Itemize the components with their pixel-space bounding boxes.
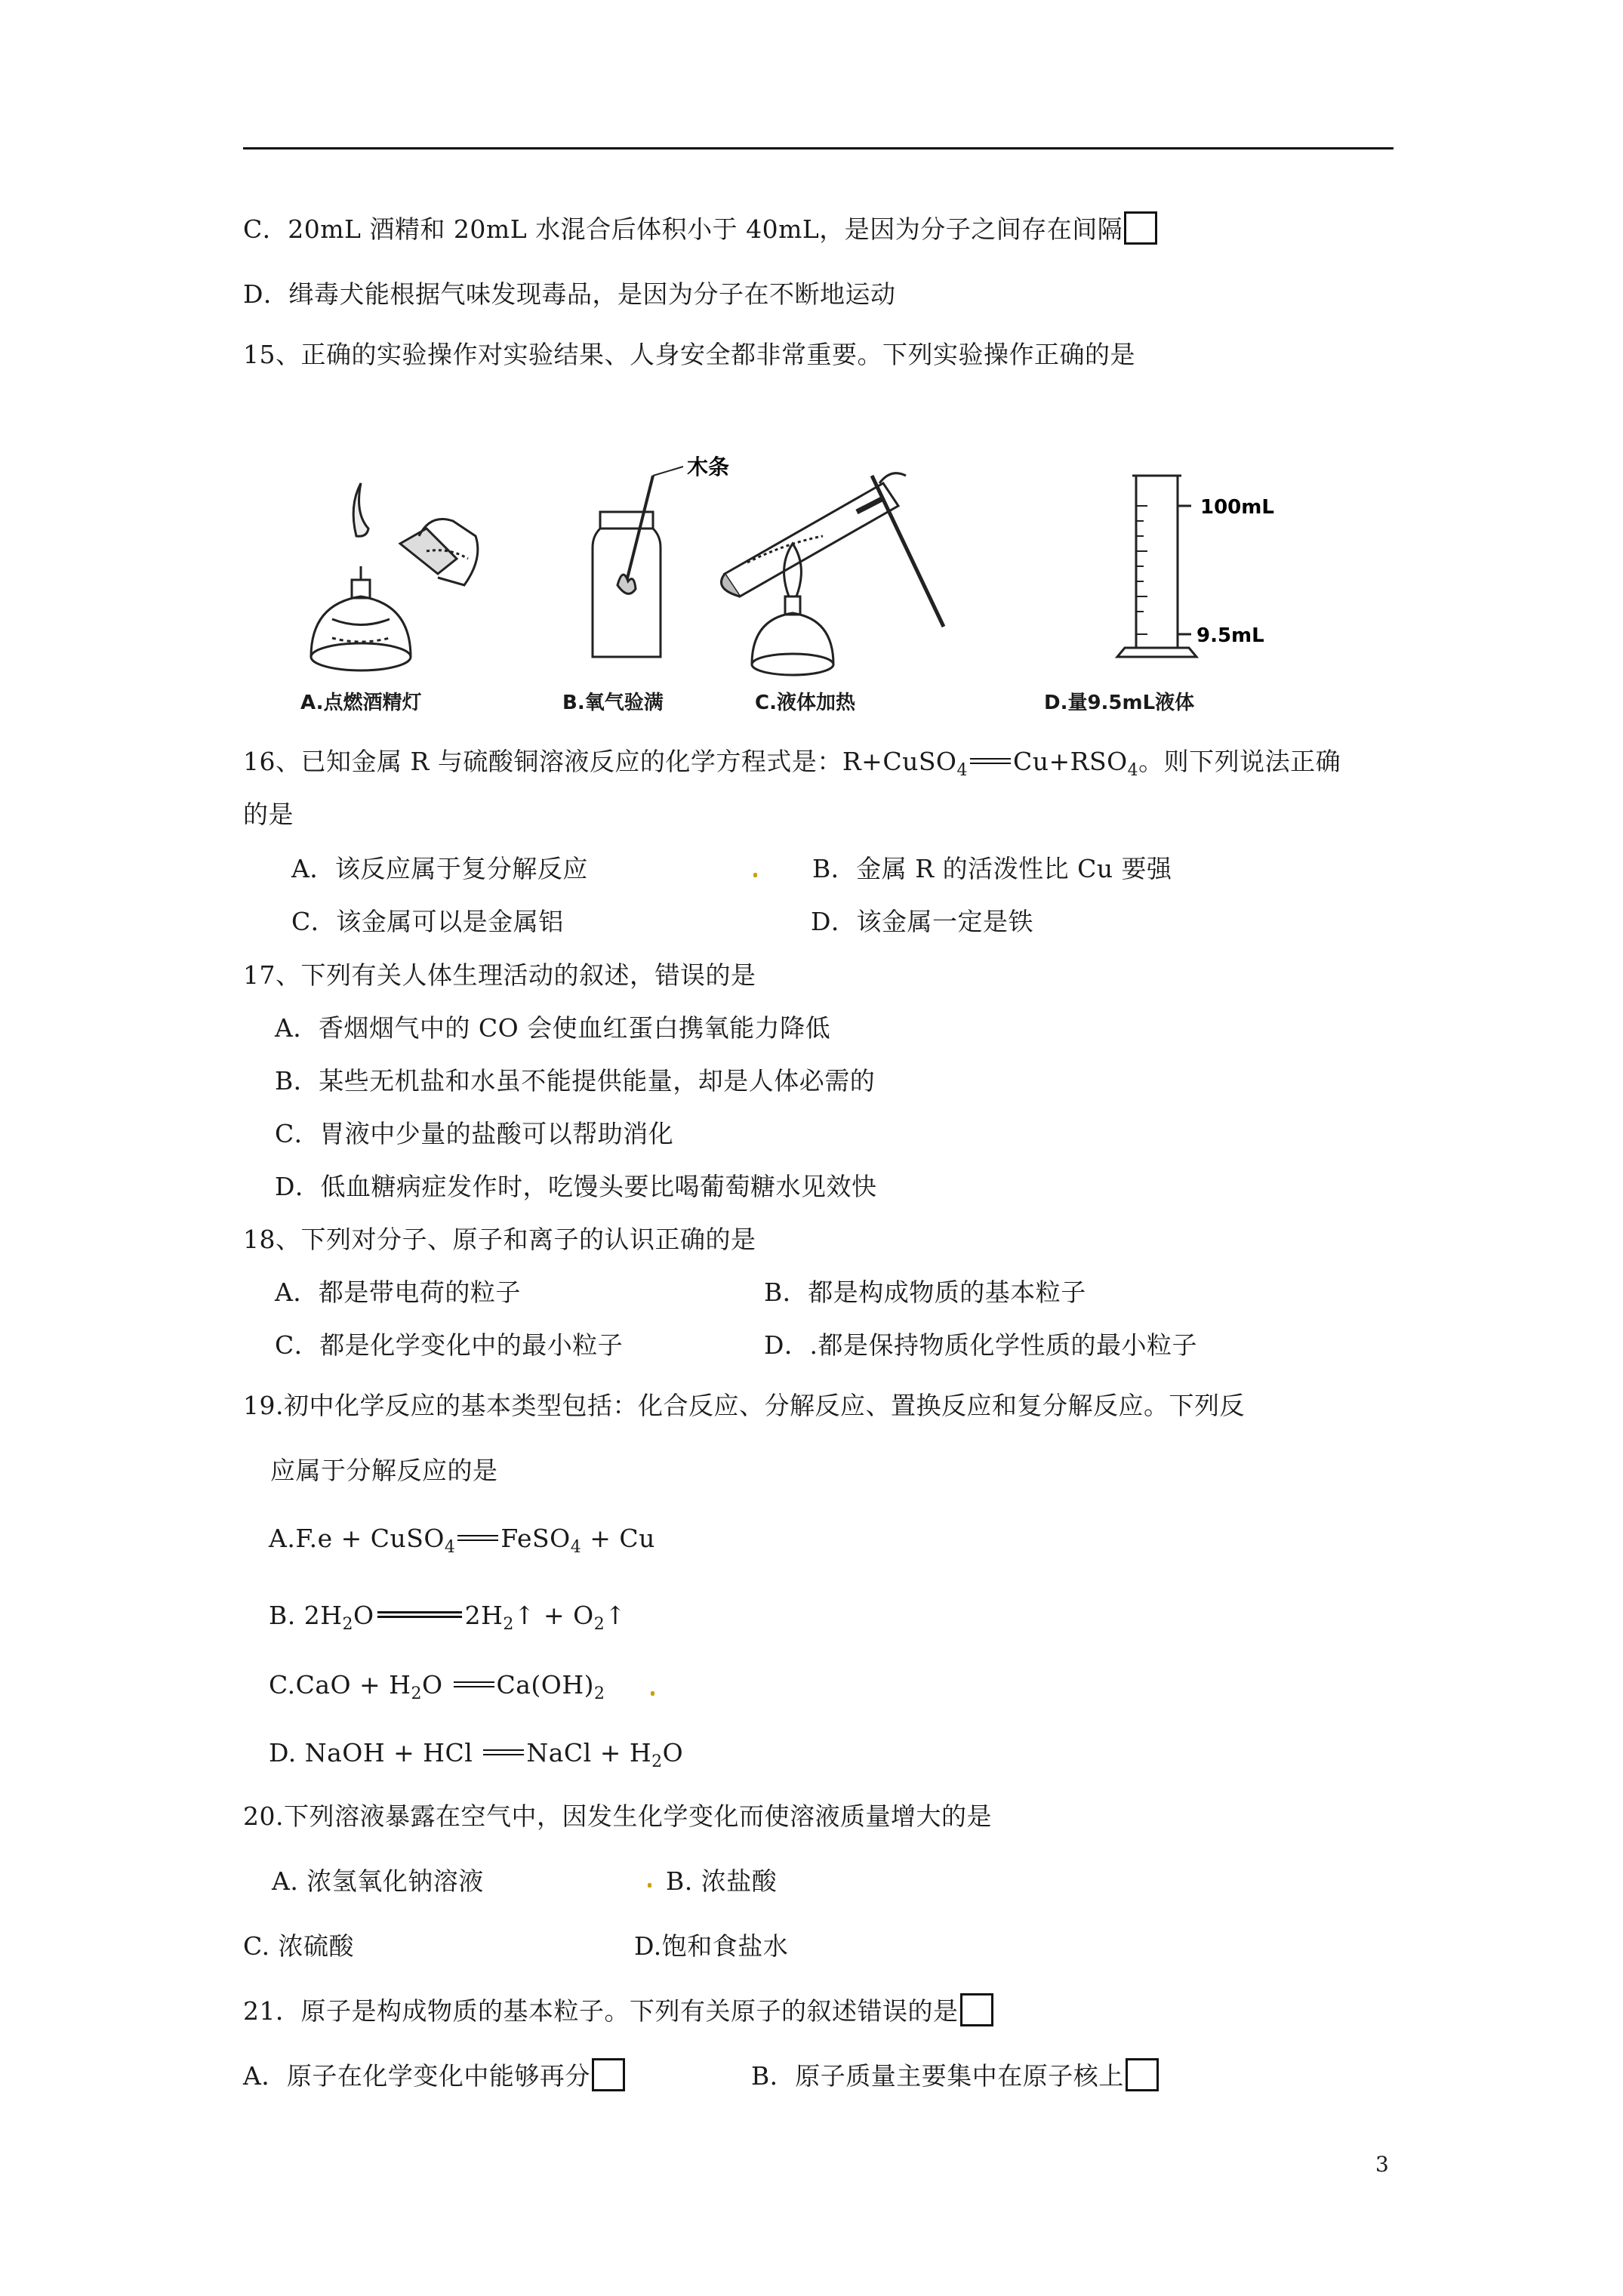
q14-option-c: C．20mL 酒精和 20mL 水混合后体积小于 40mL，是因为分子之间存在间隔 — [243, 211, 1157, 246]
caption-d: D.量9.5mL液体 — [1044, 692, 1195, 714]
q16-option-a: A．该反应属于复分解反应 — [291, 854, 588, 883]
answer-box[interactable] — [960, 1993, 993, 2026]
q17-option-b: B．某些无机盐和水虽不能提供能量，却是人体必需的 — [275, 1066, 876, 1096]
oxygen-test-bottle — [593, 467, 683, 657]
q17-option-d: D．低血糖病症发作时，吃馒头要比喝葡萄糖水见效快 — [275, 1172, 877, 1201]
caption-c: C.液体加热 — [755, 692, 855, 714]
cylinder-bottom-mark: 9.5mL — [1196, 624, 1264, 647]
equals-sign — [483, 1749, 524, 1755]
scan-speck — [753, 873, 757, 877]
q18-option-d: D．.都是保持物质化学性质的最小粒子 — [764, 1330, 1197, 1360]
q21-option-a: A．原子在化学变化中能够再分 — [243, 2058, 625, 2093]
liquid-heating-setup — [722, 473, 944, 675]
caption-b: B.氧气验满 — [562, 692, 664, 714]
q17-option-c: C．胃液中少量的盐酸可以帮助消化 — [275, 1119, 674, 1148]
header-rule — [243, 147, 1394, 149]
graduated-cylinder — [1117, 476, 1196, 657]
q21-option-b: B．原子质量主要集中在原子核上 — [751, 2058, 1159, 2093]
cylinder-top-mark: 100mL — [1200, 496, 1274, 519]
q18-option-b: B．都是构成物质的基本粒子 — [764, 1277, 1086, 1307]
caption-a: A.点燃酒精灯 — [300, 692, 422, 714]
question-19: 19.初中化学反应的基本类型包括：化合反应、分解反应、置换反应和复分解反应。下列反 — [243, 1391, 1245, 1420]
question-20: 20.下列溶液暴露在空气中，因发生化学变化而使溶液质量增大的是 — [243, 1801, 992, 1831]
question-16: 16、已知金属 R 与硫酸铜溶液反应的化学方程式是：R+CuSO$_4$ $Cu+RSO_4$。则下列说法正确 — [243, 747, 1341, 780]
scan-speck — [651, 1691, 654, 1696]
answer-box[interactable] — [1124, 211, 1157, 245]
q18-option-c: C．都是化学变化中的最小粒子 — [275, 1330, 624, 1360]
q19-option-d: D. NaOH + HCl NaCl + $H_2O$ — [269, 1738, 684, 1771]
q16-option-c: C．该金属可以是金属铝 — [291, 907, 564, 936]
equals-sign — [377, 1611, 462, 1618]
q19-option-c: $C.CaO + H_2O$ $Ca(OH)_2$ — [269, 1670, 605, 1703]
q20-option-d: D.饱和食盐水 — [634, 1931, 789, 1961]
question-15: 15、正确的实验操作对实验结果、人身安全都非常重要。下列实验操作正确的是 — [243, 340, 1135, 369]
alcohol-lamp-lighting — [311, 483, 478, 670]
equals-sign — [454, 1681, 494, 1687]
equals-sign — [970, 758, 1011, 764]
answer-box[interactable] — [1126, 2058, 1159, 2091]
q20-option-c: C. 浓硫酸 — [243, 1931, 355, 1961]
q17-option-a: A．香烟烟气中的 CO 会使血红蛋白携氧能力降低 — [275, 1013, 831, 1043]
equals-sign — [457, 1535, 498, 1541]
page-number: 3 — [1375, 2152, 1389, 2177]
scan-speck — [648, 1883, 651, 1888]
q20-option-a: A. 浓氢氧化钠溶液 — [272, 1866, 484, 1896]
q14-option-d: D．缉毒犬能根据气味发现毒品，是因为分子在不断地运动 — [243, 279, 896, 309]
q20-option-b: B. 浓盐酸 — [666, 1866, 778, 1896]
stick-label: 木条 — [687, 455, 730, 479]
lab-operations-figure — [302, 453, 1306, 702]
question-16-cont: 的是 — [243, 800, 294, 829]
q18-option-a: A．都是带电荷的粒子 — [275, 1277, 521, 1307]
q19-option-a: A.F.e + CuSO$_4$ FeSO$_4$ + Cu — [269, 1524, 655, 1557]
question-17: 17、下列有关人体生理活动的叙述，错误的是 — [243, 960, 756, 990]
question-21: 21．原子是构成物质的基本粒子。下列有关原子的叙述错误的是 — [243, 1993, 993, 2028]
question-18: 18、下列对分子、原子和离子的认识正确的是 — [243, 1225, 756, 1254]
question-19-cont: 应属于分解反应的是 — [270, 1456, 498, 1485]
q16-option-d: D．该金属一定是铁 — [811, 907, 1033, 936]
q16-option-b: B．金属 R 的活泼性比 Cu 要强 — [812, 854, 1172, 883]
answer-box[interactable] — [592, 2058, 625, 2091]
q19-option-b: B. $2H_2O$ $2H_2↑$ + $O_2↑$ — [269, 1601, 627, 1634]
